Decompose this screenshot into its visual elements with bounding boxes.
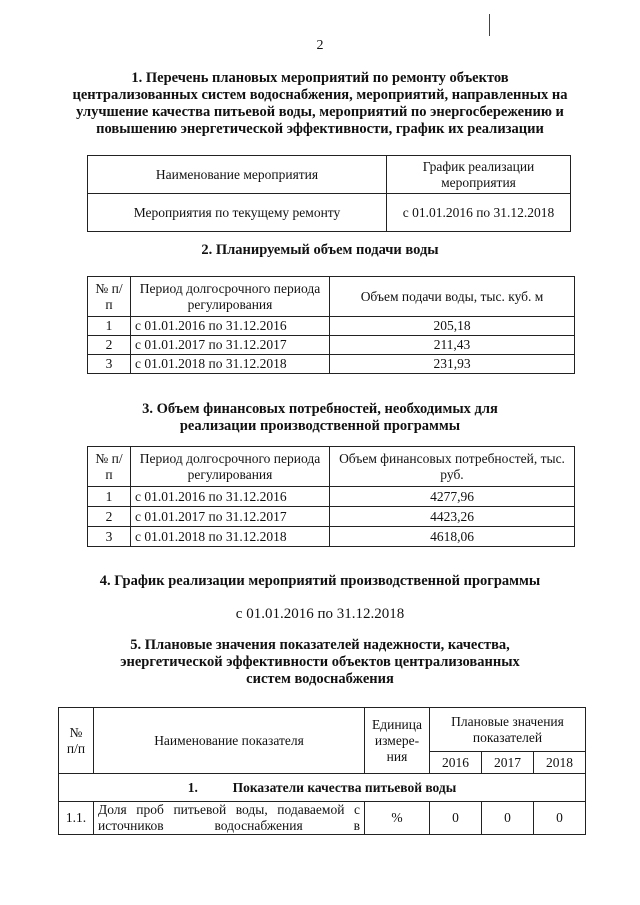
col-unit: Единица измере-ния	[365, 708, 430, 774]
col-schedule: График реализации мероприятия	[387, 156, 571, 194]
table-row: 3 с 01.01.2018 по 31.12.2018 4618,06	[88, 527, 575, 547]
indicators-table	[58, 707, 586, 835]
page-number: 2	[316, 38, 324, 53]
col-year-2017: 2017	[481, 752, 533, 774]
financial-needs-table	[87, 446, 575, 547]
section-3-title: 3. Объем финансовых потребностей, необходимых для реализации производственной программы	[142, 401, 498, 434]
col-period: Период долгосрочного периода регулирования	[131, 447, 330, 487]
activities-table	[87, 155, 571, 232]
col-year-2018: 2018	[533, 752, 585, 774]
scan-margin-mark	[489, 14, 490, 36]
program-period: с 01.01.2016 по 31.12.2018	[235, 606, 405, 622]
col-indicator-name: Наименование показателя	[94, 708, 365, 774]
group-row	[59, 774, 586, 802]
col-period: Период долгосрочного периода регулирования	[131, 277, 330, 317]
table-row: 1 с 01.01.2016 по 31.12.2016 205,18	[88, 317, 575, 336]
table-row: 1 с 01.01.2016 по 31.12.2016 4277,96	[88, 487, 575, 507]
row-value-2017: 0	[481, 802, 533, 835]
row-value-2016: 0	[430, 802, 482, 835]
col-planned-values: Плановые значения показателей	[430, 708, 586, 752]
activity-schedule: с 01.01.2016 по 31.12.2018	[387, 194, 571, 232]
group-title: Показатели качества питьевой воды	[232, 779, 457, 795]
table-row: 2 с 01.01.2017 по 31.12.2017 211,43	[88, 336, 575, 355]
water-supply-table	[87, 276, 575, 374]
row-value-2018: 0	[533, 802, 585, 835]
col-volume: Объем подачи воды, тыс. куб. м	[330, 277, 575, 317]
section-4-title: 4. График реализации мероприятий производственной программы	[99, 573, 541, 589]
col-num: № п/п	[88, 277, 131, 317]
row-indicator-name: Доля проб питьевой воды, подаваемой с источников водоснабжения в	[94, 802, 365, 835]
col-num: № п/п	[59, 708, 94, 774]
col-activity-name: Наименование мероприятия	[88, 156, 387, 194]
section-5-title: 5. Плановые значения показателей надежности, качества, энергетической эффективности объектов централизованных систем водоснабжения	[120, 637, 520, 687]
col-financial-need: Объем финансовых потребностей, тыс. руб.	[330, 447, 575, 487]
col-num: № п/п	[88, 447, 131, 487]
section-2-title: 2. Планируемый объем подачи воды	[201, 242, 439, 258]
table-row: 3 с 01.01.2018 по 31.12.2018 231,93	[88, 355, 575, 374]
col-year-2016: 2016	[430, 752, 482, 774]
row-unit: %	[365, 802, 430, 835]
row-num: 1.1.	[59, 802, 94, 835]
table-row	[59, 802, 586, 835]
group-number: 1.	[187, 779, 198, 795]
section-1-title: 1. Перечень плановых мероприятий по ремонту объектов централизованных систем водоснабжения, мероприятий, направленных на улучшение качества питьевой воды, мероприятий по энергосбережению и повышению энергетической эффективности, график их реализации	[72, 70, 568, 137]
table-row: 2 с 01.01.2017 по 31.12.2017 4423,26	[88, 507, 575, 527]
activity-name: Мероприятия по текущему ремонту	[88, 194, 387, 232]
